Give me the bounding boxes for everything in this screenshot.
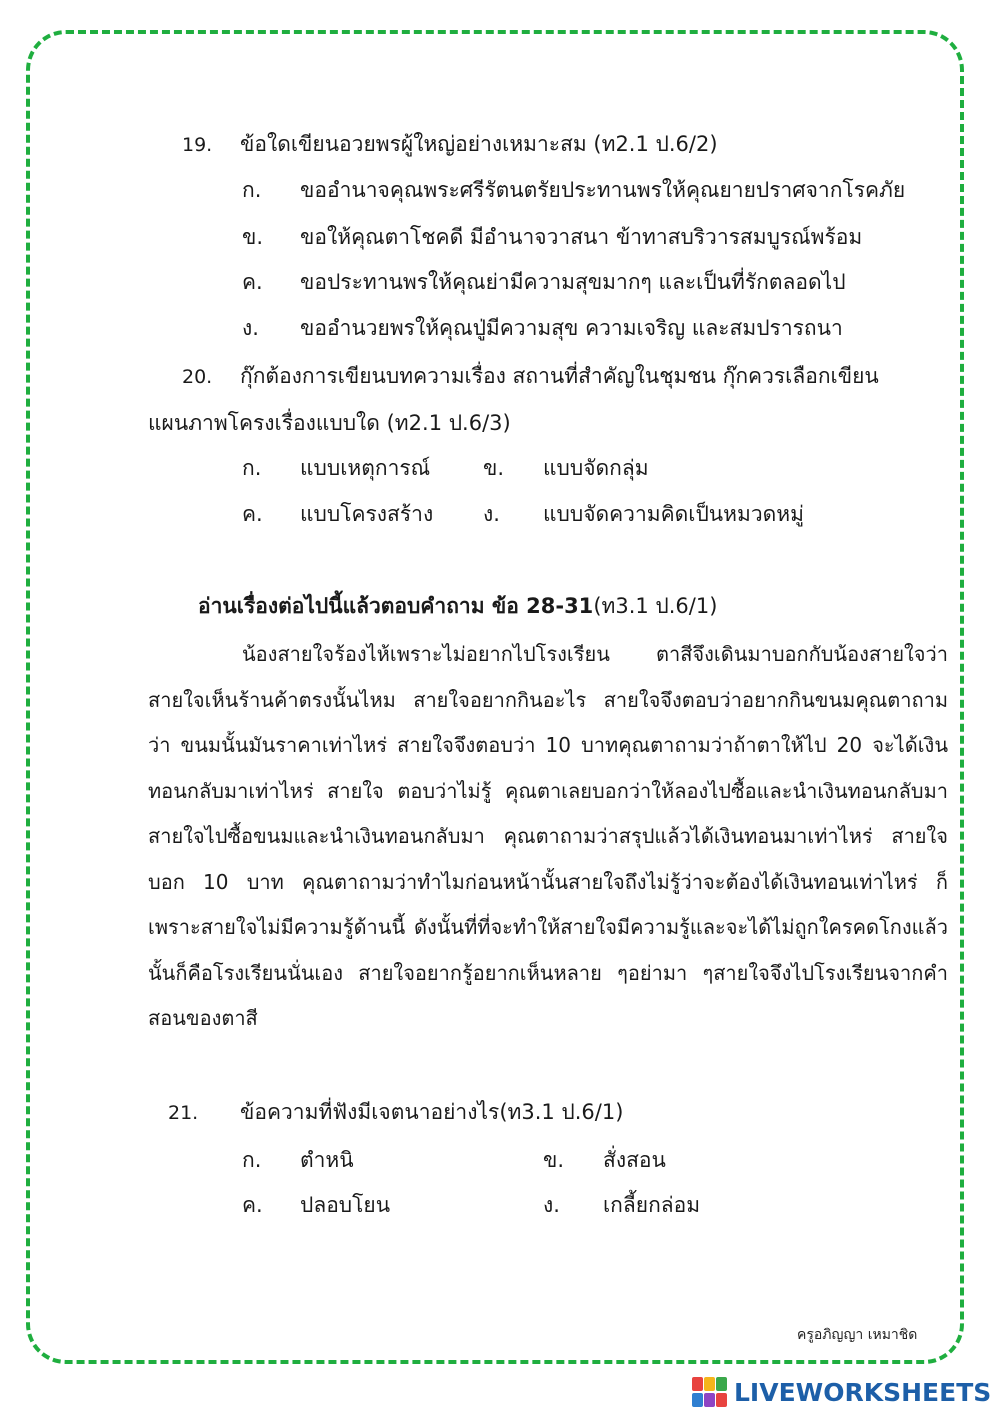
q21-option-a[interactable]: ตำหนิ bbox=[300, 1148, 354, 1172]
reading-instruction-ref: (ท3.1 ป.6/1) bbox=[593, 594, 718, 618]
q19-option-b[interactable]: ขอให้คุณตาโชคดี มีอำนาจวาสนา ข้าทาสบริวารสมบูรณ์พร้อม bbox=[300, 225, 863, 249]
q21-number: 21. bbox=[168, 1102, 199, 1124]
liveworksheets-brand[interactable] bbox=[692, 1374, 991, 1410]
q21-option-b[interactable]: สั่งสอน bbox=[603, 1148, 666, 1172]
q21-option-a-letter: ก. bbox=[242, 1148, 262, 1172]
q19-question: ข้อใดเขียนอวยพรผู้ใหญ่อย่างเหมาะสม (ท2.1 ป.6/2) bbox=[240, 132, 718, 156]
q20-option-b[interactable]: แบบจัดกลุ่ม bbox=[543, 456, 649, 480]
q19-option-a[interactable]: ขออำนาจคุณพระศรีรัตนตรัยประทานพรให้คุณยายปราศจากโรคภัย bbox=[300, 178, 906, 202]
q20-question-line1: กุ๊กต้องการเขียนบทความเรื่อง สถานที่สำคัญในชุมชน กุ๊กควรเลือกเขียน bbox=[240, 364, 879, 388]
q19-option-d[interactable]: ขออำนวยพรให้คุณปู่มีความสุข ความเจริญ และสมปรารถนา bbox=[300, 316, 843, 340]
reading-passage: น้องสายใจร้องไห้เพราะไม่อยากไปโรงเรียน ตาสีจึงเดินมาบอกกับน้องสายใจว่า สายใจเห็นร้านค้าตรงนั้นไหม สายใจอยากกินอะไร สายใจจึงตอบว่าอยากกินขนมคุณตาถามว่า ขนมนั้นมันราคาเท่าไหร่ สายใจจึงตอบว่า 10 บาทคุณตาถามว่าถ้าตาให้ไป 20 จะได้เงินทอนกลับมาเท่าไหร่ สายใจ ตอบว่าไม่รู้ คุณตาเลยบอกว่าให้ลองไปซื้อและนำเงินทอนกลับมา สายใจไปซื้อขนมและนำเงินทอนกลับมา คุณตาถามว่าสรุปแล้วได้เงินทอนมาเท่าไหร่ สายใจบอก 10 บาท คุณตาถามว่าทำไมก่อนหน้านั้นสายใจถึงไม่รู้ว่าจะต้องได้เงินทอนเท่าไหร่ ก็เพราะสายใจไม่มีความรู้ด้านนี้ ดังนั้นที่ที่จะทำให้สายใจมีความรู้และจะได้ไม่ถูกใครคดโกงแล้วนั้นก็คือโรงเรียนนั่นเอง สายใจอยากรู้อยากเห็นหลาย ๆอย่ามา ๆสายใจจึงไปโรงเรียนจากคำสอนของตาสี bbox=[148, 642, 948, 1030]
q19-option-c[interactable]: ขอประทานพรให้คุณย่ามีความสุขมากๆ และเป็นที่รักตลอดไป bbox=[300, 270, 846, 294]
q19-option-d-letter: ง. bbox=[242, 316, 259, 340]
q20-number: 20. bbox=[182, 366, 213, 388]
q19-option-c-letter: ค. bbox=[242, 270, 263, 294]
q21-option-d[interactable]: เกลี้ยกล่อม bbox=[603, 1193, 701, 1217]
q20-option-c[interactable]: แบบโครงสร้าง bbox=[300, 502, 434, 526]
liveworksheets-wordmark: LIVEWORKSHEETS bbox=[734, 1377, 992, 1407]
q20-option-c-letter: ค. bbox=[242, 502, 263, 526]
q20-question-line2: แผนภาพโครงเรื่องแบบใด (ท2.1 ป.6/3) bbox=[148, 411, 511, 435]
q19-option-b-letter: ข. bbox=[242, 225, 264, 249]
q20-option-d-letter: ง. bbox=[483, 502, 500, 526]
q21-option-c-letter: ค. bbox=[242, 1193, 263, 1217]
teacher-credit: ครูอภิญญา เหมาชิด bbox=[797, 1327, 918, 1343]
q20-option-b-letter: ข. bbox=[483, 456, 505, 480]
q21-option-d-letter: ง. bbox=[543, 1193, 560, 1217]
q20-option-a[interactable]: แบบเหตุการณ์ bbox=[300, 456, 431, 480]
q20-option-d[interactable]: แบบจัดความคิดเป็นหมวดหมู่ bbox=[543, 502, 804, 526]
reading-instruction bbox=[198, 592, 717, 620]
reading-instruction-bold: อ่านเรื่องต่อไปนี้แล้วตอบคำถาม ข้อ 28-31 bbox=[198, 594, 594, 618]
q21-option-c[interactable]: ปลอบโยน bbox=[300, 1193, 391, 1217]
q21-question: ข้อความที่ฟังมีเจตนาอย่างไร(ท3.1 ป.6/1) bbox=[240, 1100, 624, 1124]
q19-number: 19. bbox=[182, 134, 213, 156]
q19-option-a-letter: ก. bbox=[242, 178, 262, 202]
q20-option-a-letter: ก. bbox=[242, 456, 262, 480]
q21-option-b-letter: ข. bbox=[543, 1148, 565, 1172]
liveworksheets-logo-icon bbox=[692, 1377, 732, 1407]
